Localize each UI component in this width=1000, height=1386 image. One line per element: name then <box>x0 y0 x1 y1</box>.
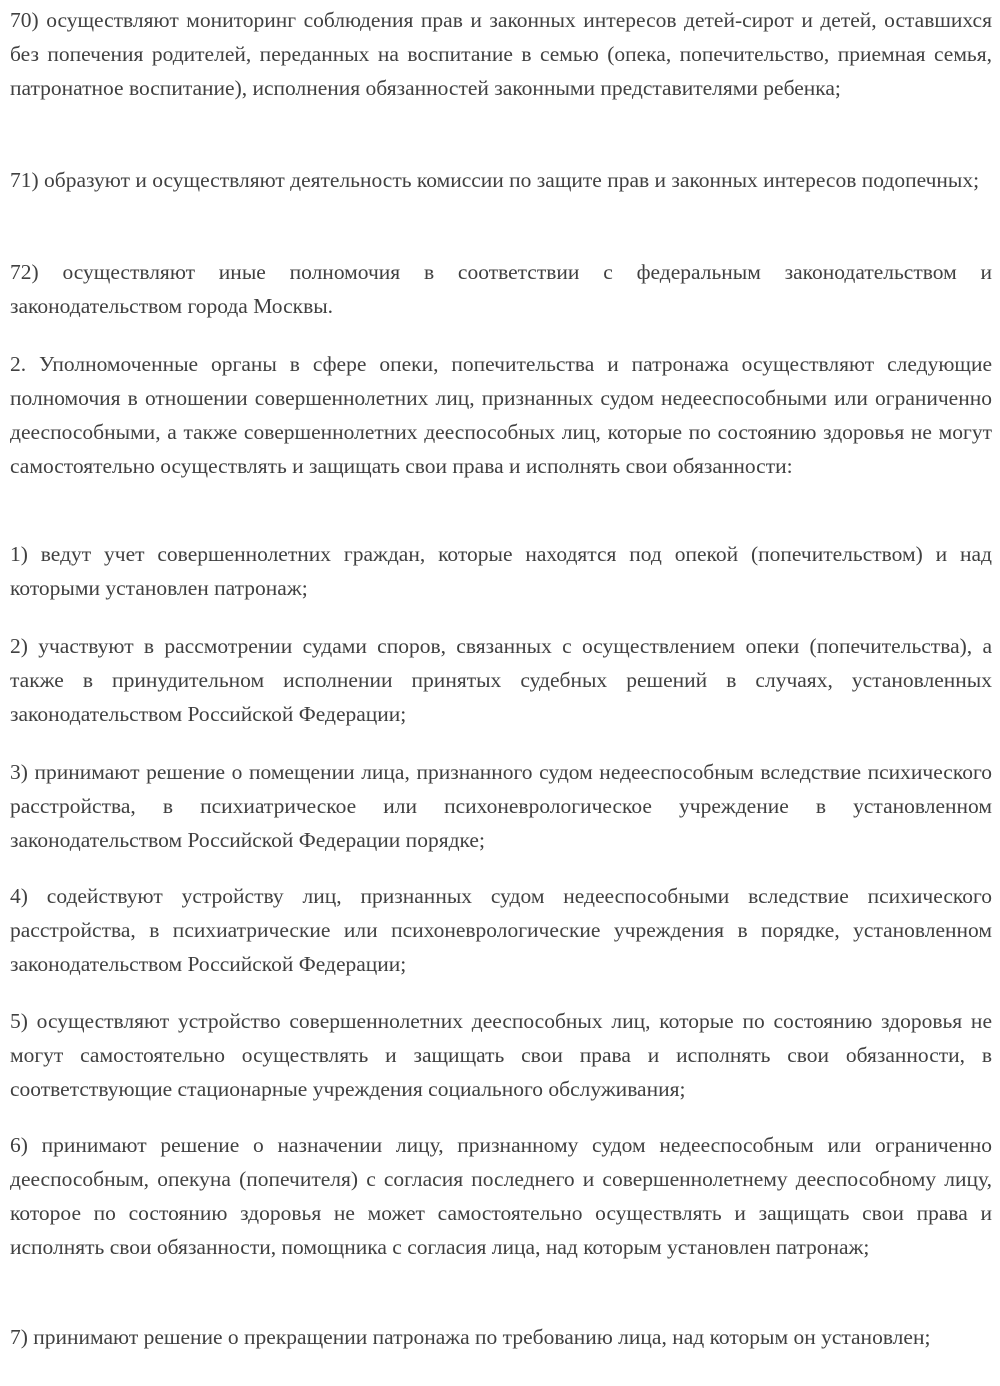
paragraph-subitem-5: 5) осуществляют устройство совершеннолетних дееспособных лиц, которые по состоянию здоровья не могут самостоятельно осуществлять и защищать свои права и исполнять свои обязанности, в соответствующие стационарные учреждения социального обслуживания; <box>10 1009 992 1101</box>
paragraph-item-70: 70) осуществляют мониторинг соблюдения прав и законных интересов детей-сирот и детей, оставшихся без попечения родителей, переданных на воспитание в семью (опека, попечительство, приемная семья, патронатное воспитание), исполнения обязанностей законными представителями ребенка; <box>10 8 992 100</box>
paragraph-subitem-6: 6) принимают решение о назначении лицу, признанному судом недееспособным или ограниченно дееспособным, опекуна (попечителя) с согласия последнего и совершеннолетнему дееспособному лицу, которое по состоянию здоровья не может самостоятельно осуществлять и защищать свои права и исполнять свои обязанности, помощника с согласия лица, над которым установлен патронаж; <box>10 1133 992 1259</box>
paragraph-subitem-7: 7) принимают решение о прекращении патронажа по требованию лица, над которым он установлен; <box>10 1325 931 1349</box>
paragraph-section-2: 2. Уполномоченные органы в сфере опеки, попечительства и патронажа осуществляют следующие полномочия в отношении совершеннолетних лиц, признанных судом недееспособными или ограниченно дееспособными, а также совершеннолетних дееспособных лиц, которые по состоянию здоровья не могут самостоятельно осуществлять и защищать свои права и исполнять свои обязанности: <box>10 352 992 478</box>
paragraph-subitem-2: 2) участвуют в рассмотрении судами споров, связанных с осуществлением опеки (попечительства), а также в принудительном исполнении принятых судебных решений в случаях, установленных законодательством Российской Федерации; <box>10 634 992 726</box>
paragraph-subitem-4: 4) содействуют устройству лиц, признанных судом недееспособными вследствие психического расстройства, в психиатрические или психоневрологические учреждения в порядке, установленном законодательством Российской Федерации; <box>10 884 992 976</box>
paragraph-subitem-1: 1) ведут учет совершеннолетних граждан, которые находятся под опекой (попечительством) и над которыми установлен патронаж; <box>10 542 992 600</box>
paragraph-subitem-3: 3) принимают решение о помещении лица, признанного судом недееспособным вследствие психического расстройства, в психиатрическое или психоневрологическое учреждение в установленном законодательством Российской Федерации порядке; <box>10 760 992 852</box>
paragraph-item-72: 72) осуществляют иные полномочия в соответствии с федеральным законодательством и законодательством города Москвы. <box>10 260 992 318</box>
paragraph-item-71: 71) образуют и осуществляют деятельность комиссии по защите прав и законных интересов подопечных; <box>10 168 980 192</box>
